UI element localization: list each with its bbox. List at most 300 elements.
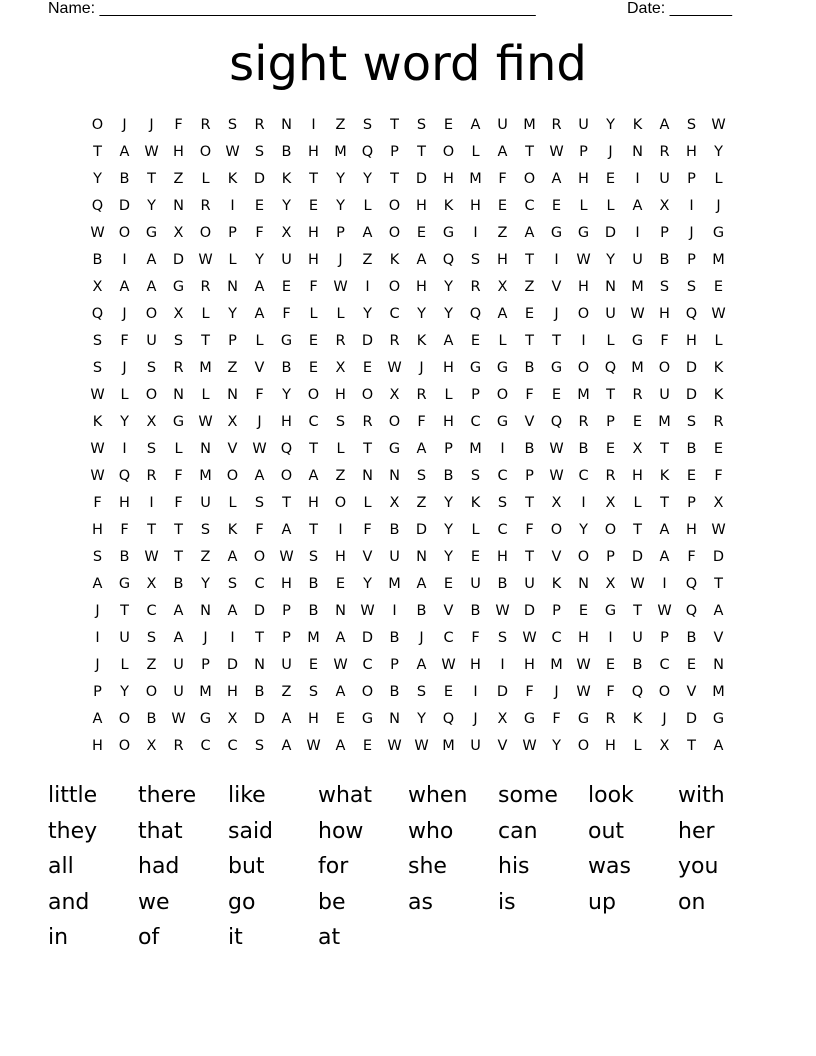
grid-row [84,354,732,381]
grid-letter: M [469,440,482,457]
grid-row [84,165,732,192]
grid-letter: N [173,197,184,214]
grid-letter: Y [417,305,426,322]
grid-letter: T [525,251,534,268]
grid-letter: Q [442,710,455,727]
grid-letter: E [308,197,319,214]
grid-letter: V [497,737,508,754]
grid-letter: T [714,575,723,592]
grid-letter: T [633,521,642,538]
grid-letter: O [658,359,671,376]
grid-letter: X [173,305,184,322]
grid-letter: J [716,197,721,214]
grid-letter: W [441,656,456,673]
grid-letter: I [473,224,478,241]
grid-letter: P [228,332,237,349]
grid-letter: L [498,332,507,349]
grid-letter: I [500,656,505,673]
grid-letter: O [388,197,401,214]
grid-letter: S [173,332,184,349]
grid-letter: N [254,656,265,673]
word-list-item: at [318,925,341,950]
grid-letter: Y [444,278,453,295]
grid-letter: R [254,116,265,133]
grid-letter: L [309,305,318,322]
grid-letter: X [659,197,670,214]
grid-letter: D [523,602,536,619]
grid-letter: S [308,683,319,700]
grid-row [84,624,732,651]
grid-letter: S [146,629,157,646]
grid-letter: P [660,224,669,241]
grid-letter: R [713,413,724,430]
grid-letter: W [225,143,240,160]
grid-letter: T [417,143,426,160]
grid-letter: G [388,440,401,457]
grid-letter: O [361,683,374,700]
grid-letter: U [470,575,481,592]
grid-letter: H [605,737,616,754]
grid-row [84,219,732,246]
grid-letter: A [713,602,724,619]
grid-letter: A [254,278,265,295]
grid-letter: L [336,440,345,457]
grid-row [84,489,732,516]
grid-letter: E [416,224,427,241]
grid-letter: S [308,548,319,565]
grid-letter: N [362,467,373,484]
grid-letter: L [228,494,237,511]
grid-letter: R [551,116,562,133]
grid-letter: C [524,197,535,214]
grid-letter: L [255,332,264,349]
grid-letter: Q [118,467,131,484]
grid-letter: F [120,521,129,538]
grid-letter: T [282,494,291,511]
grid-letter: Y [552,737,561,754]
grid-letter: V [362,548,373,565]
grid-letter: U [659,170,670,187]
grid-letter: E [713,440,724,457]
grid-letter: K [416,332,427,349]
grid-letter: D [685,359,698,376]
grid-letter: C [227,737,238,754]
grid-letter: L [228,251,237,268]
grid-letter: O [442,143,455,160]
grid-letter: T [660,440,669,457]
grid-letter: M [307,629,320,646]
grid-letter: P [606,413,615,430]
grid-letter: G [550,359,563,376]
grid-letter: H [686,332,697,349]
grid-letter: L [363,494,372,511]
grid-letter: R [605,710,616,727]
grid-letter: B [443,467,454,484]
grid-letter: H [686,143,697,160]
word-list-item: who [408,818,454,844]
grid-letter: S [659,278,670,295]
word-list-item: her [678,818,715,844]
grid-letter: E [335,710,346,727]
grid-letter: U [524,575,535,592]
grid-letter: X [92,278,103,295]
grid-letter: T [660,494,669,511]
grid-letter: L [471,521,480,538]
grid-letter: X [713,494,724,511]
grid-letter: W [387,737,402,754]
grid-letter: W [198,251,213,268]
grid-letter: E [281,278,292,295]
grid-letter: U [173,656,184,673]
grid-letter: W [144,548,159,565]
grid-letter: G [712,224,725,241]
grid-letter: P [444,440,453,457]
grid-letter: W [711,521,726,538]
grid-letter: Q [469,305,482,322]
grid-letter: W [387,359,402,376]
grid-letter: L [120,656,129,673]
grid-letter: P [525,467,534,484]
grid-letter: X [146,737,157,754]
grid-letter: E [443,575,454,592]
grid-letter: M [334,143,347,160]
grid-letter: H [578,278,589,295]
grid-letter: G [442,224,455,241]
grid-letter: G [523,710,536,727]
grid-letter: L [174,440,183,457]
grid-letter: O [577,548,590,565]
grid-letter: E [443,683,454,700]
grid-letter: J [122,305,127,322]
grid-letter: K [227,170,238,187]
grid-letter: M [631,359,644,376]
grid-letter: F [174,467,183,484]
grid-letter: E [686,467,697,484]
grid-row [84,381,732,408]
grid-letter: N [632,143,643,160]
grid-letter: F [174,494,183,511]
grid-letter: L [606,197,615,214]
grid-letter: J [419,359,424,376]
grid-letter: R [416,386,427,403]
grid-letter: F [687,548,696,565]
grid-letter: F [282,305,291,322]
grid-letter: Q [442,251,455,268]
grid-letter: F [498,170,507,187]
grid-letter: L [633,737,642,754]
grid-letter: G [604,602,617,619]
grid-letter: S [470,251,481,268]
grid-letter: O [91,116,104,133]
grid-letter: O [199,224,212,241]
grid-letter: D [712,548,725,565]
grid-letter: A [497,143,508,160]
grid-row [84,678,732,705]
grid-letter: D [253,710,266,727]
grid-letter: S [200,521,211,538]
grid-letter: U [200,494,211,511]
grid-letter: S [686,278,697,295]
grid-letter: Z [335,467,346,484]
grid-letter: Z [281,683,292,700]
grid-letter: E [308,359,319,376]
grid-letter: A [470,116,481,133]
grid-letter: B [470,602,481,619]
grid-letter: C [146,602,157,619]
word-list-item: of [138,925,160,950]
grid-letter: Y [93,170,102,187]
grid-row [84,462,732,489]
grid-letter: U [389,548,400,565]
grid-letter: C [551,629,562,646]
word-list-item: with [678,783,725,808]
grid-letter: T [174,548,183,565]
grid-letter: J [149,116,154,133]
grid-letter: X [551,494,562,511]
grid-row [84,651,732,678]
grid-letter: A [335,737,346,754]
grid-letter: W [360,602,375,619]
grid-letter: F [606,683,615,700]
grid-letter: S [254,737,265,754]
grid-letter: R [470,278,481,295]
grid-letter: A [146,251,157,268]
grid-letter: L [714,332,723,349]
grid-letter: N [389,467,400,484]
grid-letter: L [336,305,345,322]
grid-letter: J [554,683,559,700]
grid-letter: T [363,440,372,457]
grid-letter: B [578,440,589,457]
page-title: sight word find [229,36,587,92]
grid-letter: D [253,602,266,619]
grid-letter: S [335,413,346,430]
grid-letter: S [146,359,157,376]
grid-letter: Y [444,521,453,538]
grid-letter: W [279,548,294,565]
grid-letter: M [523,116,536,133]
grid-letter: L [444,386,453,403]
grid-letter: G [577,224,590,241]
word-list-item: some [498,783,558,808]
grid-letter: C [497,521,508,538]
grid-letter: T [390,116,399,133]
grid-letter: E [443,116,454,133]
grid-letter: H [470,197,481,214]
grid-letter: U [146,332,157,349]
grid-letter: W [90,440,105,457]
grid-letter: N [605,278,616,295]
grid-letter: W [495,602,510,619]
grid-letter: B [686,629,697,646]
word-list-item: we [138,889,170,915]
grid-letter: D [253,170,266,187]
grid-letter: I [473,683,478,700]
grid-letter: A [281,710,292,727]
grid-letter: A [443,332,454,349]
grid-letter: G [118,575,131,592]
grid-letter: H [308,494,319,511]
grid-letter: O [145,305,158,322]
grid-letter: A [308,467,319,484]
grid-letter: S [254,143,265,160]
grid-letter: K [632,710,643,727]
grid-letter: H [659,305,670,322]
grid-row [84,408,732,435]
grid-letter: I [635,224,640,241]
grid-letter: W [333,278,348,295]
word-list-item: was [588,854,631,879]
grid-letter: Y [606,251,615,268]
word-list-item: for [318,854,349,879]
grid-row [84,192,732,219]
grid-letter: U [605,305,616,322]
grid-letter: K [713,359,724,376]
grid-letter: H [308,224,319,241]
grid-letter: H [92,521,103,538]
grid-letter: S [254,494,265,511]
grid-letter: T [525,548,534,565]
name-field-label: Name: _________________________________________________ [48,0,536,17]
grid-letter: U [632,251,643,268]
grid-letter: H [578,629,589,646]
grid-letter: B [173,575,184,592]
grid-letter: Z [524,278,535,295]
grid-letter: E [308,656,319,673]
grid-letter: R [200,116,211,133]
grid-letter: T [147,521,156,538]
grid-letter: Q [604,359,617,376]
grid-letter: Y [228,305,237,322]
grid-letter: W [414,737,429,754]
grid-letter: I [122,440,127,457]
grid-letter: R [146,467,157,484]
grid-letter: I [635,170,640,187]
grid-letter: R [362,413,373,430]
grid-letter: B [146,710,157,727]
grid-letter: W [333,656,348,673]
grid-row [84,705,732,732]
grid-letter: R [173,737,184,754]
grid-letter: D [685,386,698,403]
word-list [48,778,768,956]
grid-letter: G [145,224,158,241]
grid-letter: K [470,494,481,511]
grid-letter: E [578,602,589,619]
grid-letter: S [92,548,103,565]
grid-letter: M [712,683,725,700]
grid-letter: A [632,197,643,214]
grid-letter: Y [282,197,291,214]
grid-letter: J [257,413,262,430]
grid-letter: A [281,737,292,754]
grid-letter: O [226,467,239,484]
grid-letter: X [146,575,157,592]
grid-letter: R [389,332,400,349]
date-field-label: Date: _______ [627,0,732,17]
grid-letter: A [416,575,427,592]
grid-letter: X [173,224,184,241]
grid-letter: J [662,710,667,727]
grid-letter: W [198,413,213,430]
grid-letter: E [497,197,508,214]
grid-letter: W [171,710,186,727]
grid-letter: N [416,548,427,565]
grid-letter: I [230,629,235,646]
grid-letter: O [118,710,131,727]
grid-letter: A [416,656,427,673]
grid-letter: W [144,143,159,160]
grid-letter: H [632,467,643,484]
grid-letter: P [336,224,345,241]
grid-letter: T [309,170,318,187]
grid-letter: H [308,251,319,268]
grid-row [84,111,732,138]
grid-letter: N [200,602,211,619]
grid-letter: P [282,602,291,619]
grid-letter: J [95,656,100,673]
grid-letter: L [606,332,615,349]
grid-letter: H [92,737,103,754]
grid-letter: O [388,278,401,295]
word-list-item: she [408,854,447,879]
grid-letter: P [552,602,561,619]
grid-letter: I [581,494,586,511]
grid-letter: W [90,224,105,241]
grid-letter: A [227,548,238,565]
grid-letter: A [551,170,562,187]
word-list-item: on [678,889,706,915]
grid-row [84,273,732,300]
grid-letter: X [227,413,238,430]
grid-letter: A [416,251,427,268]
grid-letter: A [335,629,346,646]
word-list-item: but [228,854,265,879]
grid-letter: A [119,143,130,160]
grid-letter: A [92,710,103,727]
grid-letter: V [551,548,562,565]
grid-letter: Y [255,251,264,268]
grid-letter: F [471,629,480,646]
grid-letter: K [713,386,724,403]
grid-letter: F [255,224,264,241]
grid-letter: R [578,413,589,430]
grid-letter: J [419,629,424,646]
grid-letter: S [497,629,508,646]
grid-letter: W [549,440,564,457]
grid-letter: H [470,656,481,673]
grid-letter: O [496,386,509,403]
grid-letter: K [551,575,562,592]
grid-letter: C [389,305,400,322]
grid-row [84,246,732,273]
grid-letter: L [120,386,129,403]
grid-letter: H [281,413,292,430]
word-list-item: in [48,925,69,950]
grid-letter: O [361,386,374,403]
grid-letter: A [659,521,670,538]
grid-letter: U [119,629,130,646]
grid-letter: G [712,710,725,727]
grid-letter: L [471,143,480,160]
grid-letter: P [660,629,669,646]
grid-letter: B [632,656,643,673]
grid-letter: J [554,305,559,322]
grid-letter: A [146,278,157,295]
grid-letter: Z [227,359,238,376]
grid-letter: M [199,683,212,700]
grid-letter: Y [363,170,372,187]
